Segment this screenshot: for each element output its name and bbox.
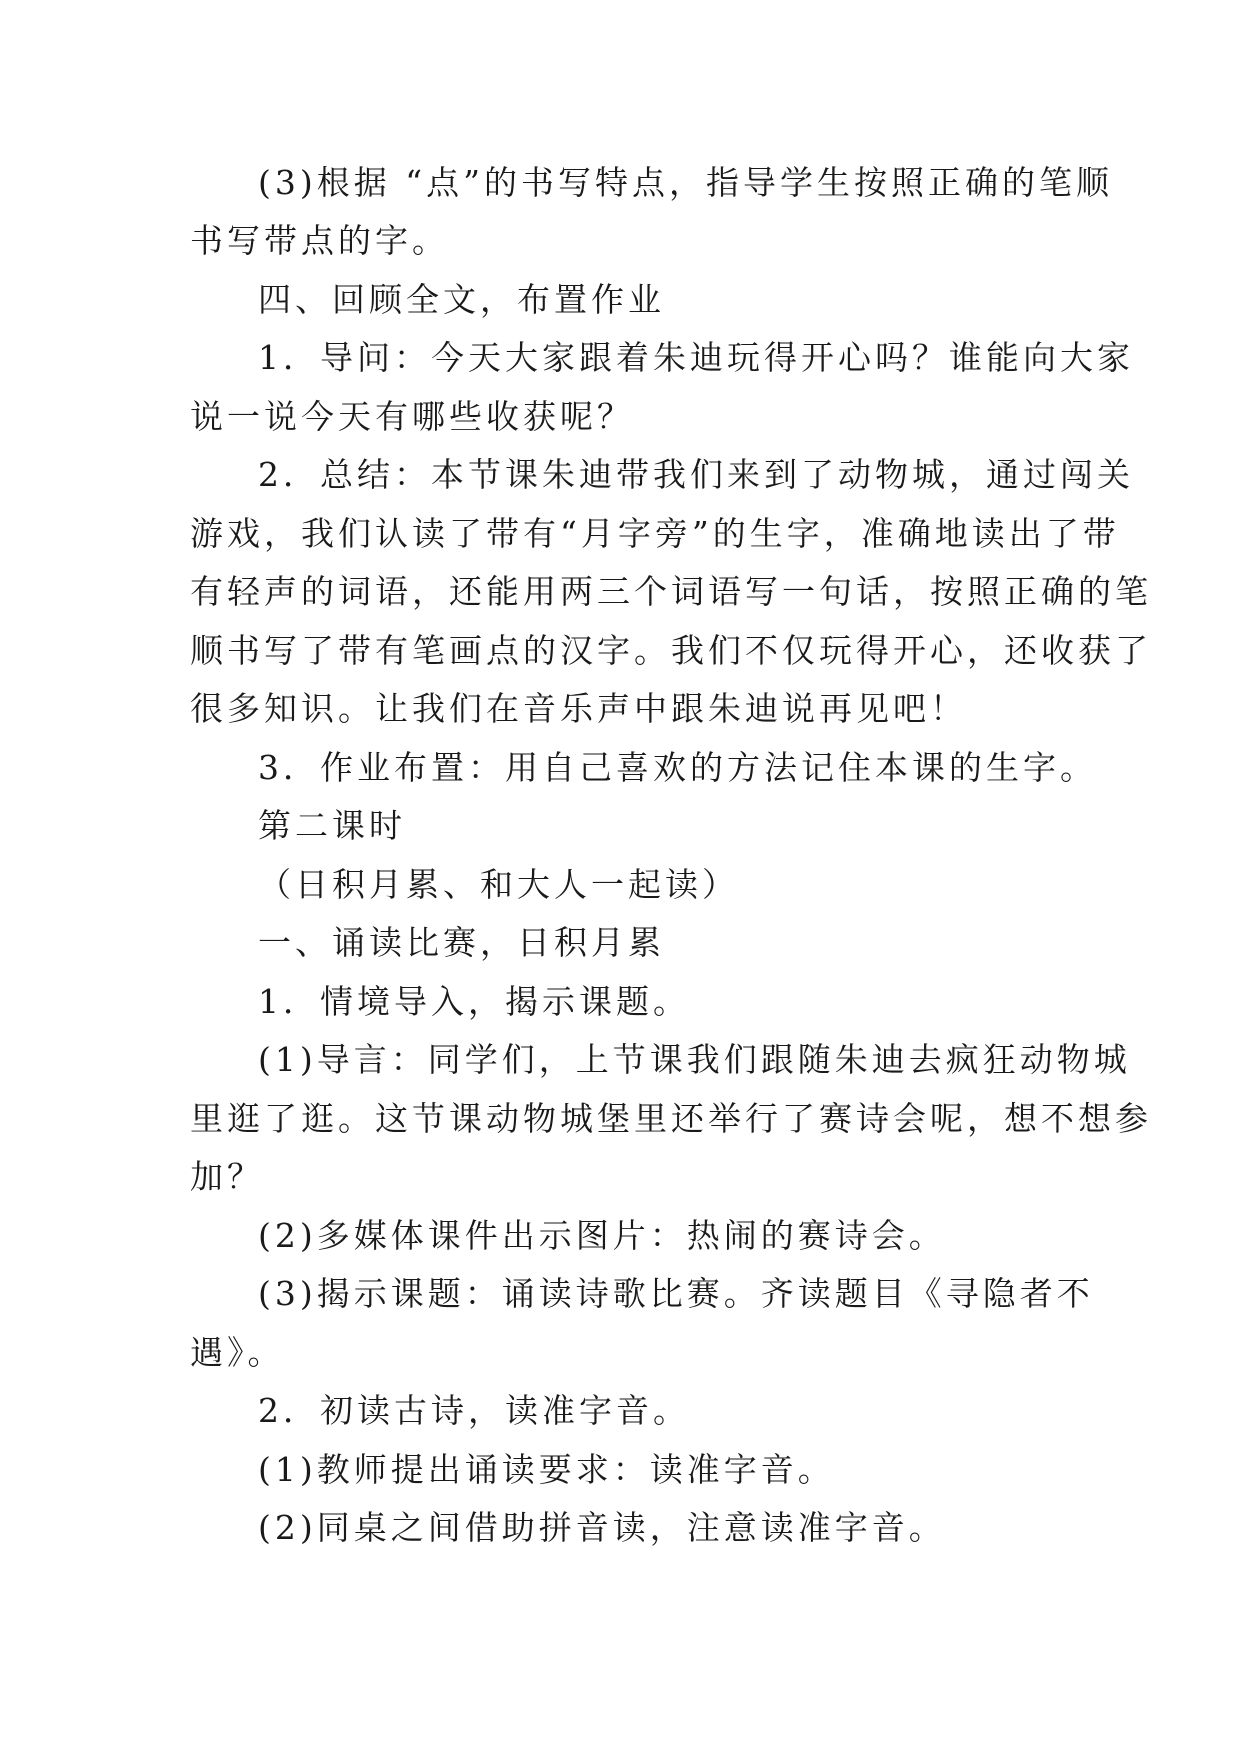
text-line: 2．初读古诗，读准字音。 xyxy=(258,1391,690,1430)
text-line: (3)根据 “点”的书写特点，指导学生按照正确的笔顺 xyxy=(258,163,1113,202)
text-line: 书写带点的字。 xyxy=(190,221,449,260)
text-line: 有轻声的词语，还能用两三个词语写一句话，按照正确的笔 xyxy=(190,572,1152,611)
text-line: (2)多媒体课件出示图片：热闹的赛诗会。 xyxy=(258,1216,946,1255)
text-line: (1)教师提出诵读要求：读准字音。 xyxy=(258,1450,835,1489)
text-line: 很多知识。让我们在音乐声中跟朱迪说再见吧！ xyxy=(190,689,967,728)
text-line: 1．情境导入，揭示课题。 xyxy=(258,982,690,1021)
text-line: 说一说今天有哪些收获呢？ xyxy=(190,397,634,436)
text-line: 2．总结：本节课朱迪带我们来到了动物城，通过闯关 xyxy=(258,455,1134,494)
text-line: 加？ xyxy=(190,1157,264,1196)
text-line: 3．作业布置：用自己喜欢的方法记住本课的生字。 xyxy=(258,748,1097,787)
text-line: (2)同桌之间借助拼音读，注意读准字音。 xyxy=(258,1508,946,1547)
text-line: (1)导言：同学们，上节课我们跟随朱迪去疯狂动物城 xyxy=(258,1040,1131,1079)
text-line: 遇》。 xyxy=(190,1333,285,1372)
section-heading: 一、诵读比赛，日积月累 xyxy=(258,923,665,962)
text-line: 游戏，我们认读了带有“月字旁”的生字，准确地读出了带 xyxy=(190,514,1120,553)
text-line: 1．导问：今天大家跟着朱迪玩得开心吗？谁能向大家 xyxy=(258,338,1134,377)
text-line: 里逛了逛。这节课动物城堡里还举行了赛诗会呢，想不想参 xyxy=(190,1099,1152,1138)
text-line: (3)揭示课题：诵读诗歌比赛。齐读题目《寻隐者不 xyxy=(258,1274,1094,1313)
section-heading: 四、回顾全文，布置作业 xyxy=(258,280,665,319)
text-line: 顺书写了带有笔画点的汉字。我们不仅玩得开心，还收获了 xyxy=(190,631,1152,670)
lesson-heading: 第二课时 xyxy=(258,806,406,845)
lesson-subtitle: （日积月累、和大人一起读） xyxy=(258,865,739,904)
